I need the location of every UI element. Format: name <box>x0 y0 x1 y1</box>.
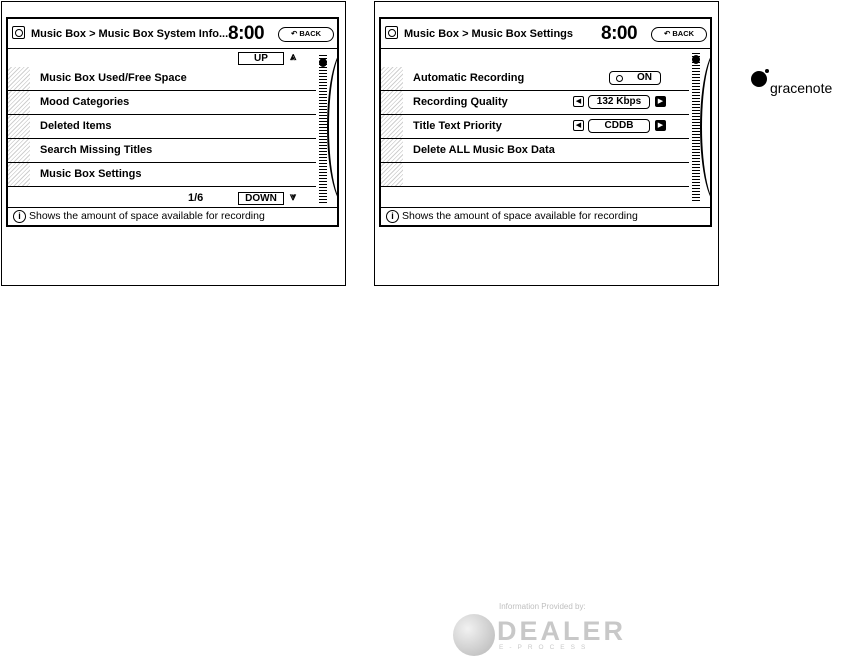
up-button[interactable]: UP <box>238 52 284 65</box>
toggle-value: ON <box>637 72 652 83</box>
list-item[interactable] <box>8 139 316 163</box>
row-hatch <box>8 67 30 90</box>
row-hatch <box>381 67 403 90</box>
clock: 8:00 <box>228 23 265 44</box>
info-icon: i <box>386 210 399 223</box>
row-hatch <box>8 163 30 186</box>
gracenote-logo <box>748 66 843 106</box>
music-box-icon <box>12 26 25 39</box>
setting-title-text-priority[interactable] <box>381 115 689 139</box>
music-box-icon <box>385 26 398 39</box>
info-icon: i <box>13 210 26 223</box>
decrease-arrow-icon[interactable]: ◀ <box>573 120 584 131</box>
row-hatch <box>381 91 403 114</box>
info-bar <box>381 207 710 225</box>
row-hatch <box>8 139 30 162</box>
right-screenshot-panel <box>374 1 719 286</box>
back-button[interactable] <box>651 27 707 42</box>
info-text: Shows the amount of space available for recording <box>29 210 265 222</box>
info-bar <box>8 207 337 225</box>
list-item-label: Mood Categories <box>40 96 130 108</box>
scrollbar[interactable] <box>692 53 700 203</box>
header-bar <box>381 19 710 49</box>
scroll-thumb[interactable] <box>692 55 700 64</box>
back-button[interactable] <box>278 27 334 42</box>
breadcrumb: Music Box > Music Box Settings <box>404 28 574 40</box>
left-screenshot-panel <box>1 1 346 286</box>
row-hatch <box>8 115 30 138</box>
header-bar <box>8 19 337 49</box>
settings-screen <box>379 17 712 227</box>
back-label: BACK <box>672 29 695 39</box>
setting-label: Recording Quality <box>413 96 508 108</box>
empty-row <box>381 163 689 187</box>
back-arrow-icon: ↶ <box>290 29 298 39</box>
scroll-thumb[interactable] <box>319 58 327 67</box>
row-hatch <box>381 139 403 162</box>
list-item[interactable] <box>8 115 316 139</box>
setting-delete-all[interactable] <box>381 139 689 163</box>
provided-by-text: Information Provided by: <box>499 602 586 611</box>
bezel-curve <box>700 47 712 207</box>
setting-automatic-recording[interactable] <box>381 67 689 91</box>
indicator-dot-icon <box>616 75 623 82</box>
list-item-label: Deleted Items <box>40 120 112 132</box>
row-hatch <box>8 91 30 114</box>
row-hatch <box>381 115 403 138</box>
decrease-arrow-icon[interactable]: ◀ <box>573 96 584 107</box>
breadcrumb: Music Box > Music Box System Info... <box>31 28 229 40</box>
scroll-down-icon[interactable]: ⩔ <box>290 191 297 203</box>
scroll-up-icon[interactable]: ⩓ <box>290 51 297 63</box>
gracenote-dot-icon <box>765 69 769 73</box>
dealer-eprocess-watermark <box>445 600 655 662</box>
increase-arrow-icon[interactable]: ▶ <box>655 120 666 131</box>
bezel-curve <box>327 47 339 207</box>
back-arrow-icon: ↶ <box>663 29 671 39</box>
down-button[interactable]: DOWN <box>238 192 284 205</box>
dealer-brand: DEALER <box>497 616 627 646</box>
gracenote-ball-icon <box>751 71 767 87</box>
list-item[interactable] <box>8 67 316 91</box>
increase-arrow-icon[interactable]: ▶ <box>655 96 666 107</box>
globe-icon <box>453 614 495 656</box>
gracenote-text: gracenote <box>770 80 833 96</box>
info-text: Shows the amount of space available for recording <box>402 210 638 222</box>
row-hatch <box>381 163 403 186</box>
quality-value: 132 Kbps <box>588 95 650 109</box>
setting-label: Delete ALL Music Box Data <box>413 144 555 156</box>
clock: 8:00 <box>601 23 638 44</box>
list-item[interactable] <box>8 163 316 187</box>
recording-toggle[interactable] <box>609 71 661 85</box>
setting-recording-quality[interactable] <box>381 91 689 115</box>
setting-label: Title Text Priority <box>413 120 502 132</box>
setting-label: Automatic Recording <box>413 72 525 84</box>
priority-value: CDDB <box>588 119 650 133</box>
list-item-label: Search Missing Titles <box>40 144 153 156</box>
back-label: BACK <box>299 29 322 39</box>
scrollbar[interactable] <box>319 55 327 205</box>
list-item-label: Music Box Settings <box>40 168 142 180</box>
page-indicator: 1/6 <box>188 192 204 204</box>
dealer-brand-sub: E-PROCESS <box>499 644 592 651</box>
list-item-label: Music Box Used/Free Space <box>40 72 187 84</box>
list-item[interactable] <box>8 91 316 115</box>
system-info-screen <box>6 17 339 227</box>
